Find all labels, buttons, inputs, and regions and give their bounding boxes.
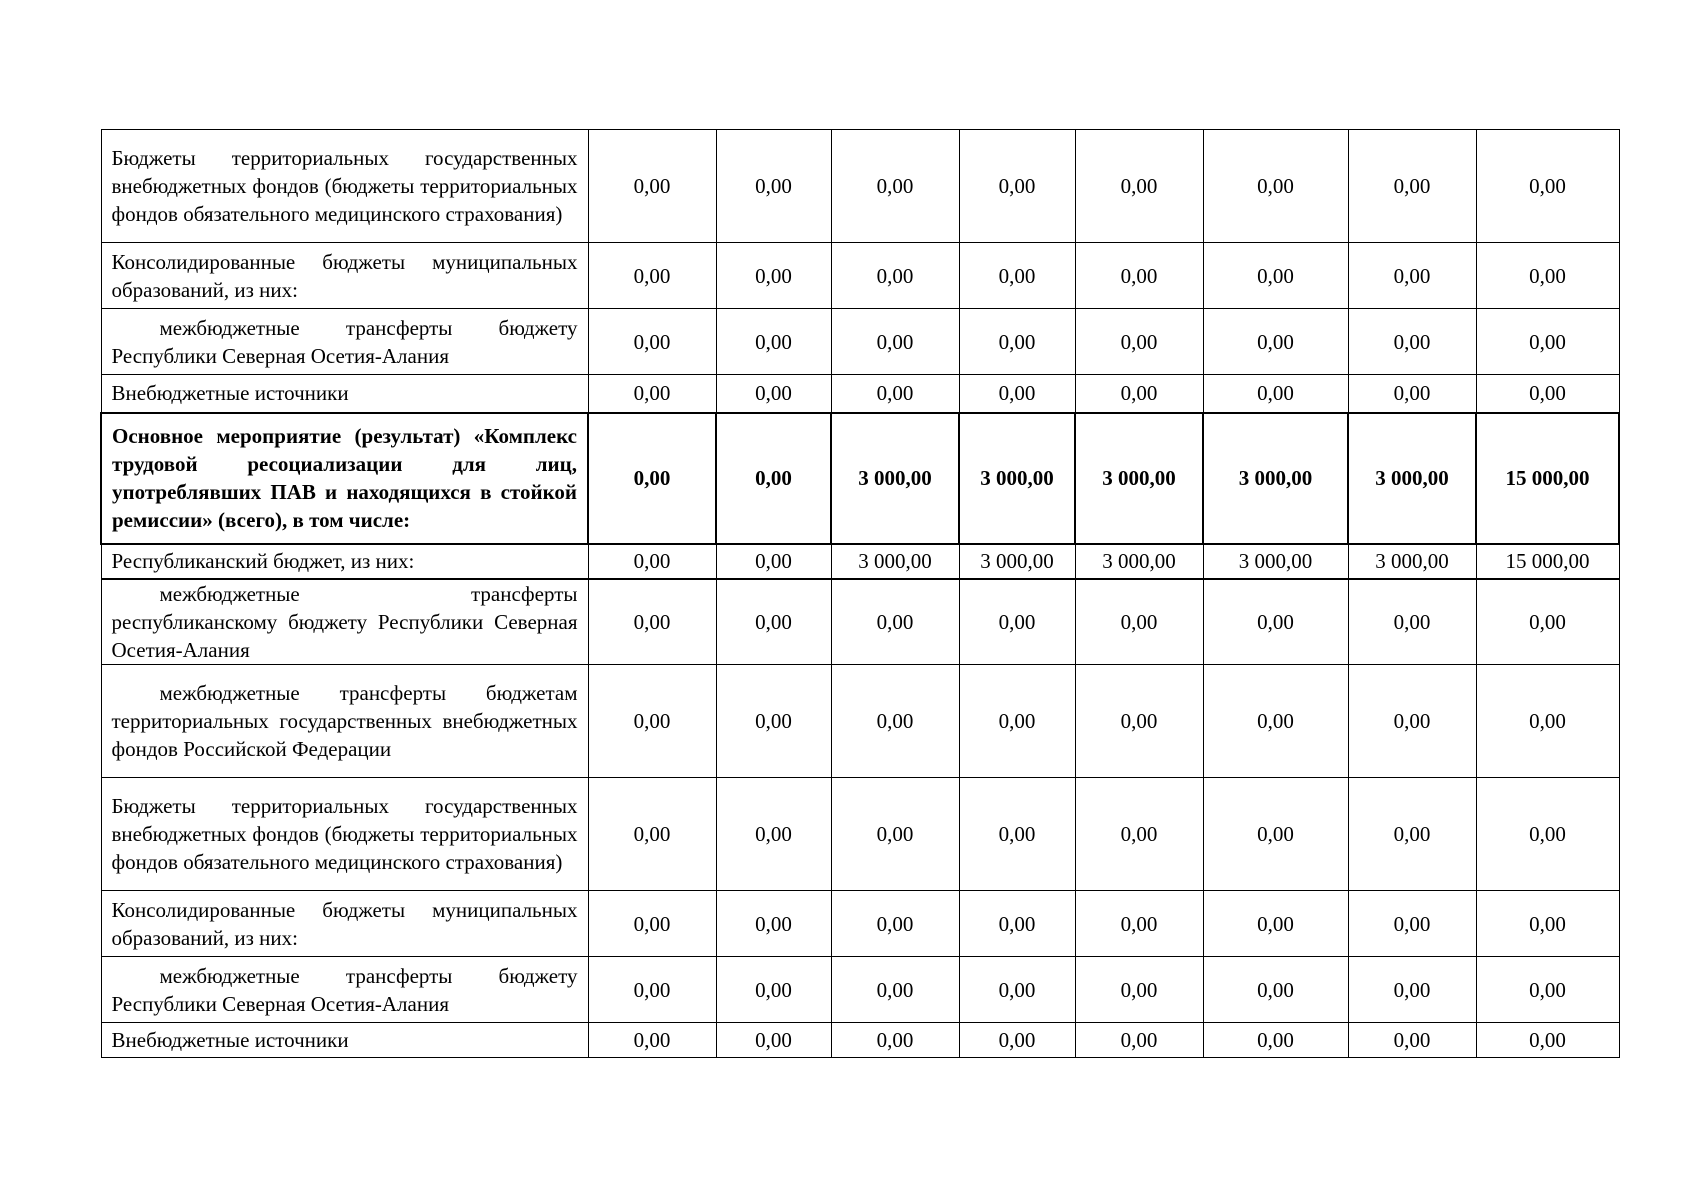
value-cell: 3 000,00	[959, 413, 1075, 544]
row-label: Консолидированные бюджеты муниципальных образований, из них:	[101, 243, 588, 309]
table-row-main-activity	[101, 413, 1619, 544]
value-cell: 0,00	[716, 544, 831, 579]
value-cell: 0,00	[1203, 579, 1348, 665]
value-cell: 0,00	[1075, 1023, 1203, 1058]
value-cell: 0,00	[716, 130, 831, 243]
value-cell: 0,00	[831, 957, 959, 1023]
value-cell: 0,00	[1476, 891, 1619, 957]
value-cell: 0,00	[716, 579, 831, 665]
row-label: межбюджетные трансферты бюджетам территориальных государственных внебюджетных фондов Российской Федерации	[101, 665, 588, 778]
table-row	[101, 243, 1619, 309]
value-cell: 0,00	[1348, 665, 1476, 778]
value-cell: 15 000,00	[1476, 413, 1619, 544]
table-row	[101, 957, 1619, 1023]
value-cell: 0,00	[1075, 243, 1203, 309]
value-cell: 0,00	[588, 544, 716, 579]
value-cell: 0,00	[831, 665, 959, 778]
table-row	[101, 544, 1619, 579]
value-cell: 3 000,00	[1075, 544, 1203, 579]
value-cell: 0,00	[959, 665, 1075, 778]
value-cell: 0,00	[716, 1023, 831, 1058]
value-cell: 3 000,00	[1075, 413, 1203, 544]
value-cell: 0,00	[831, 375, 959, 413]
value-cell: 0,00	[1203, 243, 1348, 309]
value-cell: 3 000,00	[1203, 413, 1348, 544]
value-cell: 0,00	[1075, 778, 1203, 891]
value-cell: 0,00	[1476, 309, 1619, 375]
value-cell: 0,00	[959, 957, 1075, 1023]
value-cell: 0,00	[1348, 891, 1476, 957]
value-cell: 3 000,00	[1348, 413, 1476, 544]
value-cell: 0,00	[1348, 375, 1476, 413]
value-cell: 0,00	[1203, 1023, 1348, 1058]
row-label: межбюджетные трансферты республиканскому бюджету Республики Северная Осетия-Алания	[101, 579, 588, 665]
row-label: Основное мероприятие (результат) «Комплекс трудовой ресоциализации для лиц, употреблявших ПАВ и находящихся в стойкой ремиссии» (всего), в том числе:	[101, 413, 588, 544]
value-cell: 0,00	[1476, 243, 1619, 309]
value-cell: 0,00	[1348, 1023, 1476, 1058]
value-cell: 0,00	[1203, 957, 1348, 1023]
value-cell: 0,00	[1203, 665, 1348, 778]
value-cell: 0,00	[1476, 375, 1619, 413]
value-cell: 0,00	[831, 579, 959, 665]
value-cell: 0,00	[959, 375, 1075, 413]
value-cell: 0,00	[1476, 665, 1619, 778]
value-cell: 0,00	[716, 957, 831, 1023]
value-cell: 0,00	[716, 413, 831, 544]
table-row	[101, 579, 1619, 665]
value-cell: 0,00	[1348, 243, 1476, 309]
value-cell: 0,00	[1476, 579, 1619, 665]
value-cell: 15 000,00	[1476, 544, 1619, 579]
value-cell: 0,00	[959, 130, 1075, 243]
value-cell: 0,00	[831, 1023, 959, 1058]
value-cell: 0,00	[1075, 579, 1203, 665]
value-cell: 3 000,00	[959, 544, 1075, 579]
value-cell: 0,00	[716, 665, 831, 778]
value-cell: 0,00	[1075, 957, 1203, 1023]
value-cell: 0,00	[1348, 957, 1476, 1023]
value-cell: 0,00	[1075, 130, 1203, 243]
table-row	[101, 778, 1619, 891]
value-cell: 0,00	[959, 579, 1075, 665]
value-cell: 0,00	[1476, 130, 1619, 243]
value-cell: 0,00	[588, 1023, 716, 1058]
value-cell: 0,00	[1476, 957, 1619, 1023]
table-row	[101, 130, 1619, 243]
row-label: межбюджетные трансферты бюджету Республики Северная Осетия-Алания	[101, 309, 588, 375]
value-cell: 0,00	[588, 243, 716, 309]
row-label: Республиканский бюджет, из них:	[101, 544, 588, 579]
table-row	[101, 309, 1619, 375]
value-cell: 0,00	[831, 778, 959, 891]
table-row	[101, 665, 1619, 778]
value-cell: 0,00	[588, 579, 716, 665]
value-cell: 0,00	[588, 957, 716, 1023]
row-label: Внебюджетные источники	[101, 375, 588, 413]
value-cell: 0,00	[1075, 309, 1203, 375]
value-cell: 3 000,00	[1203, 544, 1348, 579]
value-cell: 0,00	[716, 778, 831, 891]
value-cell: 0,00	[588, 891, 716, 957]
table-row	[101, 1023, 1619, 1058]
table-row	[101, 891, 1619, 957]
value-cell: 0,00	[831, 891, 959, 957]
value-cell: 0,00	[716, 375, 831, 413]
value-cell: 0,00	[1348, 778, 1476, 891]
value-cell: 0,00	[1075, 891, 1203, 957]
value-cell: 0,00	[1075, 665, 1203, 778]
value-cell: 0,00	[959, 309, 1075, 375]
value-cell: 3 000,00	[831, 413, 959, 544]
value-cell: 0,00	[1075, 375, 1203, 413]
value-cell: 0,00	[716, 309, 831, 375]
value-cell: 0,00	[1348, 309, 1476, 375]
value-cell: 0,00	[588, 309, 716, 375]
value-cell: 0,00	[1476, 778, 1619, 891]
value-cell: 0,00	[959, 243, 1075, 309]
row-label: межбюджетные трансферты бюджету Республики Северная Осетия-Алания	[101, 957, 588, 1023]
value-cell: 0,00	[1203, 375, 1348, 413]
row-label: Бюджеты территориальных государственных внебюджетных фондов (бюджеты территориальных фондов обязательного медицинского страхования)	[101, 778, 588, 891]
value-cell: 0,00	[1203, 891, 1348, 957]
value-cell: 0,00	[716, 243, 831, 309]
value-cell: 0,00	[1203, 309, 1348, 375]
value-cell: 3 000,00	[1348, 544, 1476, 579]
value-cell: 0,00	[1348, 579, 1476, 665]
value-cell: 0,00	[1203, 778, 1348, 891]
value-cell: 0,00	[1476, 1023, 1619, 1058]
value-cell: 0,00	[716, 891, 831, 957]
table-row	[101, 375, 1619, 413]
value-cell: 0,00	[831, 309, 959, 375]
value-cell: 0,00	[588, 130, 716, 243]
value-cell: 0,00	[1203, 130, 1348, 243]
value-cell: 0,00	[831, 130, 959, 243]
value-cell: 0,00	[1348, 130, 1476, 243]
value-cell: 0,00	[959, 891, 1075, 957]
value-cell: 0,00	[959, 778, 1075, 891]
value-cell: 0,00	[588, 665, 716, 778]
budget-table	[100, 129, 1620, 1058]
row-label: Бюджеты территориальных государственных внебюджетных фондов (бюджеты территориальных фондов обязательного медицинского страхования)	[101, 130, 588, 243]
value-cell: 0,00	[588, 375, 716, 413]
row-label: Внебюджетные источники	[101, 1023, 588, 1058]
value-cell: 0,00	[831, 243, 959, 309]
value-cell: 3 000,00	[831, 544, 959, 579]
value-cell: 0,00	[959, 1023, 1075, 1058]
value-cell: 0,00	[588, 413, 716, 544]
row-label: Консолидированные бюджеты муниципальных образований, из них:	[101, 891, 588, 957]
value-cell: 0,00	[588, 778, 716, 891]
